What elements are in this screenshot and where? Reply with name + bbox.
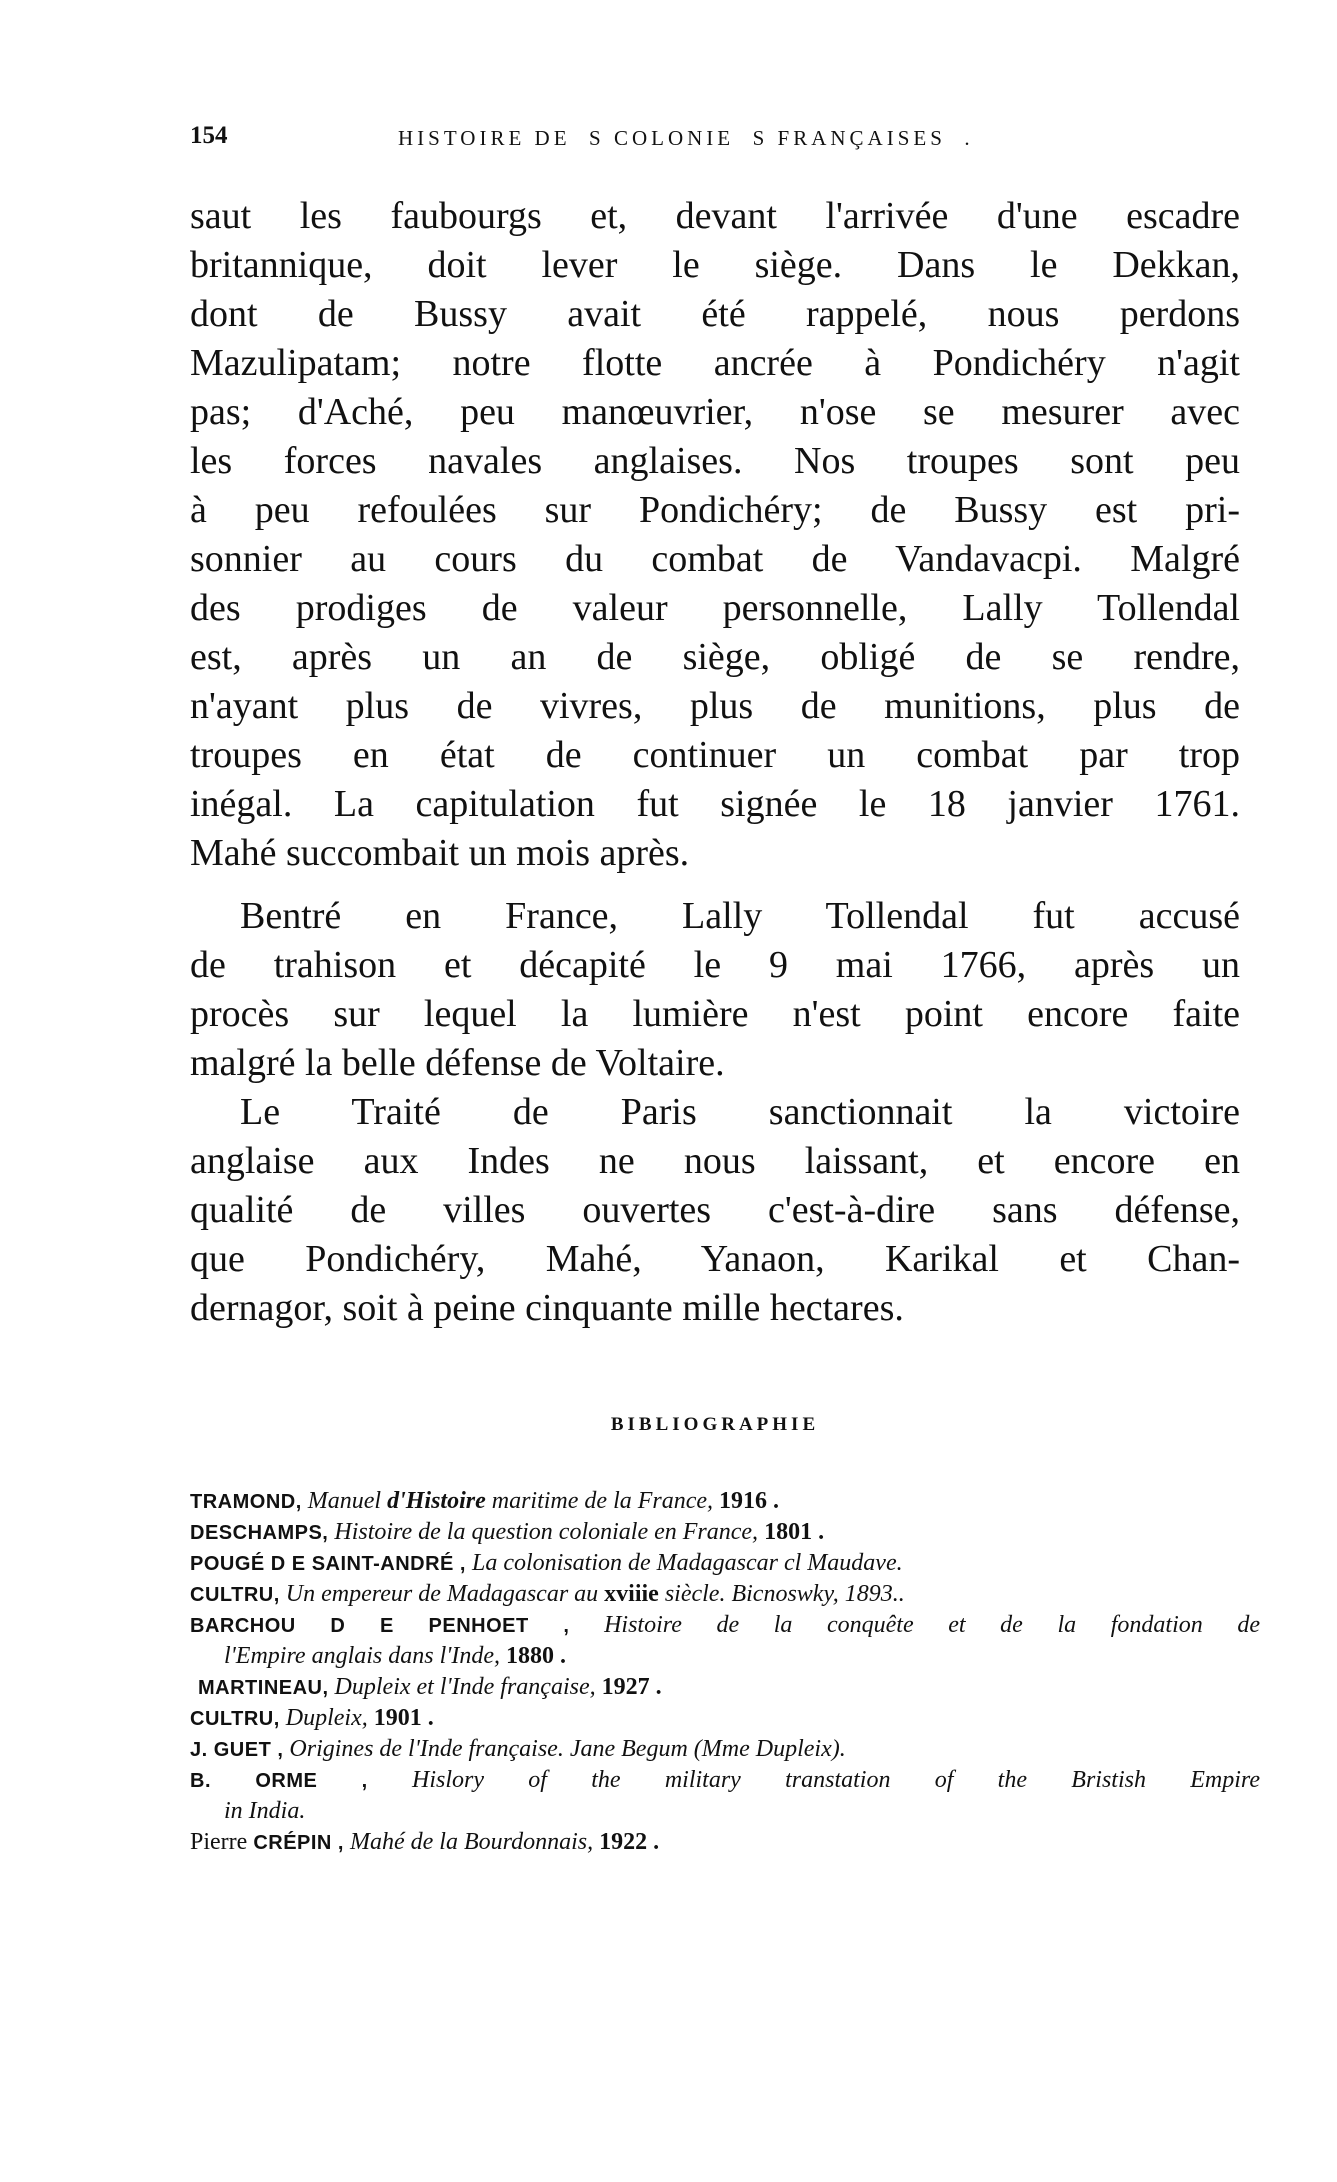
text-line: dont de Bussy avait été rappelé, nous perdons [190,293,1240,335]
entry-author: CULTRU, [190,1708,280,1730]
entry-title-emphasis: xviiie [604,1581,659,1607]
bibliography-entry [190,1548,1260,1579]
entry-end: . [647,1829,660,1855]
text-line: saut les faubourgs et, devant l'arrivée d'une escadre [190,195,1240,237]
text-line: Le Traité de Paris sanctionnait la victoire [240,1091,1240,1133]
running-title: HISTOIRE DE S COLONIE S FRANÇAISES . [398,126,974,150]
text-line: britannique, doit lever le siège. Dans le Dekkan, [190,244,1240,286]
text-line: que Pondichéry, Mahé, Yanaon, Karikal et Chan- [190,1238,1240,1280]
entry-author: CRÉPIN , [253,1832,344,1854]
entry-author: DESCHAMPS, [190,1522,329,1544]
bibliography-list [190,1486,1260,1858]
bibliography-entry [190,1734,1260,1765]
text-line: malgré la belle défense de Voltaire. [190,1042,725,1084]
entry-author: J. GUET , [190,1739,284,1761]
entry-title: Histoire de la conquête et de la fondation de [604,1612,1260,1638]
entry-author: MARTINEAU, [198,1677,329,1699]
entry-year: 1927 [601,1674,650,1700]
text-line: anglaise aux Indes ne nous laissant, et encore en [190,1140,1240,1182]
text-line: troupes en état de continuer un combat par trop [190,734,1240,776]
text-line: procès sur lequel la lumière n'est point encore faite [190,993,1240,1035]
entry-title-rest: siècle. Bicnoswky, 1893.. [664,1581,905,1607]
entry-title: Histoire de la question coloniale en France, [334,1519,759,1545]
entry-title-rest: maritime de la France, [491,1488,714,1514]
entry-title: Manuel [307,1488,382,1514]
entry-title: Dupleix et l'Inde française, [334,1674,596,1700]
entry-end: . [421,1705,434,1731]
entry-end: . [767,1488,780,1514]
entry-author: B. ORME , [190,1770,368,1792]
bibliography-entry [190,1827,1260,1858]
text-line: est, après un an de siège, obligé de se rendre, [190,636,1240,678]
bibliography-entry [190,1579,1260,1610]
entry-author: POUGÉ D E SAINT-ANDRÉ , [190,1553,466,1575]
bibliography-entry [190,1486,1260,1517]
page-number: 154 [190,122,228,149]
text-line: Mazulipatam; notre flotte ancrée à Pondichéry n'agit [190,342,1240,384]
entry-title: Mahé de la Bourdonnais, [350,1829,594,1855]
entry-author: TRAMOND, [190,1491,302,1513]
entry-title-continued: in India. [224,1798,306,1824]
text-line: sonnier au cours du combat de Vandavacpi. Malgré [190,538,1240,580]
bibliography-entry [190,1765,1260,1796]
entry-title: Dupleix, [285,1705,368,1731]
bibliography-entry [190,1517,1260,1548]
bibliography-entry [190,1672,1260,1703]
body-text [190,192,1240,1333]
text-line: de trahison et décapité le 9 mai 1766, après un [190,944,1240,986]
text-line: inégal. La capitulation fut signée le 18 janvier 1761. [190,783,1240,825]
bibliography-entry-continued [190,1796,1260,1827]
entry-year: 1916 [719,1488,768,1514]
running-head [190,122,1240,154]
bibliography-heading: BIBLIOGRAPHIE [610,1414,820,1435]
text-line: les forces navales anglaises. Nos troupes sont peu [190,440,1240,482]
text-line: Mahé succombait un mois après. [190,832,690,874]
text-line: à peu refoulées sur Pondichéry; de Bussy est pri- [190,489,1240,531]
text-line: n'ayant plus de vivres, plus de munitions, plus de [190,685,1240,727]
entry-title-continued: l'Empire anglais dans l'Inde, [224,1643,501,1669]
entry-year: 1801 [764,1519,813,1545]
bibliography-entry [190,1703,1260,1734]
text-line: dernagor, soit à peine cinquante mille hectares. [190,1287,904,1329]
entry-end: . [812,1519,825,1545]
entry-year: 1922 [599,1829,648,1855]
entry-title: Un empereur de Madagascar au [285,1581,599,1607]
text-line: qualité de villes ouvertes c'est-à-dire sans défense, [190,1189,1240,1231]
entry-title: Origines de l'Inde française. Jane Begum (Mme Dupleix). [289,1736,846,1762]
entry-author: CULTRU, [190,1584,280,1606]
text-line: Bentré en France, Lally Tollendal fut accusé [240,895,1240,937]
bibliography-entry [190,1610,1260,1641]
entry-title: La colonisation de Madagascar cl Maudave. [471,1550,903,1576]
entry-author: BARCHOU D E PENHOET , [190,1615,570,1637]
entry-year: 1901 [373,1705,422,1731]
entry-end: . [554,1643,567,1669]
entry-author-firstname: Pierre [190,1829,248,1855]
entry-year: 1880 [506,1643,555,1669]
text-line: pas; d'Aché, peu manœuvrier, n'ose se mesurer avec [190,391,1240,433]
paragraph-gap [190,878,1240,892]
entry-title: Hislory of the military transtation of the Bristish Empire [412,1767,1260,1793]
text-line: des prodiges de valeur personnelle, Lally Tollendal [190,587,1240,629]
entry-end: . [649,1674,662,1700]
entry-title-emphasis: d'Histoire [387,1488,486,1514]
bibliography-entry-continued [190,1641,1260,1672]
